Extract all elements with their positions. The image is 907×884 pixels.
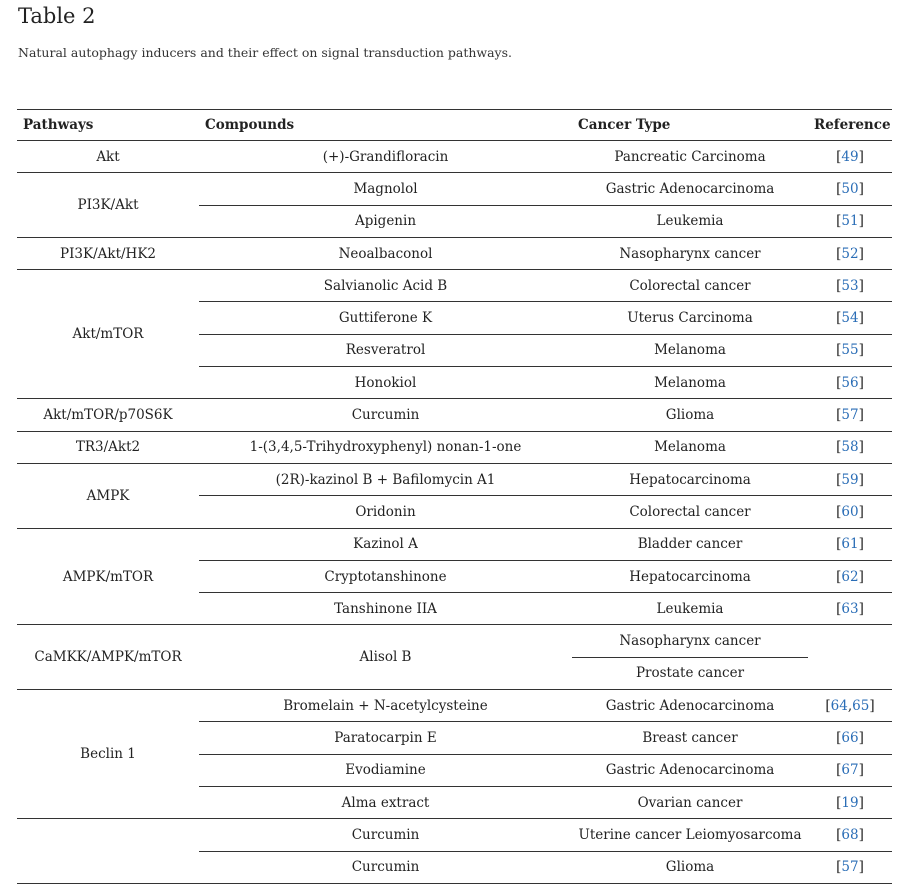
cancer-type-cell: Pancreatic Carcinoma — [572, 141, 808, 173]
pathway-cell: Beclin 1 — [17, 690, 199, 819]
reference-cell — [808, 205, 892, 237]
table-header — [17, 110, 892, 141]
reference-bracket-open: [ — [836, 148, 842, 165]
reference-link[interactable]: 61 — [841, 536, 859, 553]
reference-link[interactable]: 57 — [841, 407, 859, 424]
reference-cell — [808, 754, 892, 786]
pathway-cell: AMPK/mTOR — [17, 528, 199, 625]
reference-bracket-open: [ — [836, 213, 842, 230]
cancer-type-cell: Uterus Carcinoma — [572, 302, 808, 334]
reference-bracket-close: ] — [858, 148, 864, 165]
compound-cell: Bromelain + N-acetylcysteine — [199, 690, 572, 722]
compound-cell: Magnolol — [199, 173, 572, 205]
pathway-cell: PI3K/Akt — [17, 173, 199, 238]
compound-cell: Evodiamine — [199, 754, 572, 786]
reference-bracket-open: [ — [836, 310, 842, 327]
reference-bracket-open: [ — [836, 407, 842, 424]
reference-bracket-close: ] — [858, 503, 864, 520]
autophagy-inducers-table — [17, 109, 892, 884]
compound-cell: Resveratrol — [199, 334, 572, 366]
reference-link[interactable]: 68 — [841, 826, 859, 843]
reference-bracket-open: [ — [836, 471, 842, 488]
compound-cell: Alisol B — [199, 625, 572, 690]
reference-bracket-close: ] — [858, 310, 864, 327]
pathway-cell: CaMKK/AMPK/mTOR — [17, 625, 199, 690]
reference-cell — [808, 302, 892, 334]
reference-link[interactable]: 57 — [841, 859, 859, 876]
compound-cell: Guttiferone K — [199, 302, 572, 334]
cancer-type-cell: Leukemia — [572, 205, 808, 237]
compound-cell: Paratocarpin E — [199, 722, 572, 754]
reference-bracket-open: [ — [836, 536, 842, 553]
reference-bracket-close: ] — [858, 439, 864, 456]
table-row — [17, 463, 892, 495]
reference-bracket-open: [ — [836, 762, 842, 779]
table-caption: Natural autophagy inducers and their effect on signal transduction pathways. — [18, 45, 512, 60]
table-row — [17, 819, 892, 851]
reference-bracket-close: ] — [858, 794, 864, 811]
cancer-type-cell: Breast cancer — [572, 722, 808, 754]
reference-cell — [808, 786, 892, 818]
reference-link[interactable]: 67 — [841, 762, 859, 779]
cancer-type-cell: Gastric Adenocarcinoma — [572, 173, 808, 205]
reference-bracket-open: [ — [836, 342, 842, 359]
header-pathways: Pathways — [17, 110, 199, 141]
cancer-type-cell: Colorectal cancer — [572, 496, 808, 528]
compound-cell: Apigenin — [199, 205, 572, 237]
pathway-cell: PI3K/Akt/HK2 — [17, 237, 199, 269]
reference-link[interactable]: 59 — [841, 471, 859, 488]
reference-bracket-open: [ — [825, 697, 831, 714]
header-compounds: Compounds — [199, 110, 572, 141]
cancer-type-cell: Prostate cancer — [572, 657, 808, 689]
reference-bracket-close: ] — [858, 407, 864, 424]
reference-bracket-close: ] — [858, 729, 864, 746]
reference-bracket-open: [ — [836, 180, 842, 197]
compound-cell: Alma extract — [199, 786, 572, 818]
reference-bracket-close: ] — [858, 762, 864, 779]
reference-link[interactable]: 49 — [841, 148, 859, 165]
reference-link[interactable]: 58 — [841, 439, 859, 456]
reference-bracket-open: [ — [836, 600, 842, 617]
pathway-cell — [17, 819, 199, 884]
reference-bracket-close: ] — [858, 826, 864, 843]
reference-link[interactable]: 62 — [841, 568, 859, 585]
compound-cell: Curcumin — [199, 851, 572, 883]
cancer-type-cell: Melanoma — [572, 334, 808, 366]
reference-link[interactable]: 55 — [841, 342, 859, 359]
compound-cell: 1-(3,4,5-Trihydroxyphenyl) nonan-1-one — [199, 431, 572, 463]
header-row — [17, 110, 892, 141]
reference-bracket-close: ] — [858, 568, 864, 585]
reference-link[interactable]: 52 — [841, 245, 859, 262]
cancer-type-cell: Melanoma — [572, 367, 808, 399]
cancer-type-cell: Colorectal cancer — [572, 270, 808, 302]
reference-cell — [808, 399, 892, 431]
reference-cell — [808, 593, 892, 625]
reference-separator: , — [847, 697, 853, 714]
reference-cell — [808, 237, 892, 269]
compound-cell: Curcumin — [199, 819, 572, 851]
cancer-type-cell: Uterine cancer Leiomyosarcoma — [572, 819, 808, 851]
reference-bracket-open: [ — [836, 826, 842, 843]
reference-bracket-open: [ — [836, 245, 842, 262]
compound-cell: Oridonin — [199, 496, 572, 528]
reference-bracket-close: ] — [858, 277, 864, 294]
cancer-type-cell: Bladder cancer — [572, 528, 808, 560]
compound-cell: Cryptotanshinone — [199, 560, 572, 592]
reference-cell — [808, 851, 892, 883]
reference-cell — [808, 334, 892, 366]
table-body — [17, 141, 892, 884]
cancer-type-cell: Glioma — [572, 851, 808, 883]
reference-cell — [808, 819, 892, 851]
reference-cell — [808, 496, 892, 528]
reference-bracket-open: [ — [836, 568, 842, 585]
table-row — [17, 431, 892, 463]
reference-cell — [808, 560, 892, 592]
cancer-type-cell: Melanoma — [572, 431, 808, 463]
table-title: Table 2 — [18, 4, 96, 28]
header-cancer-type: Cancer Type — [572, 110, 808, 141]
reference-bracket-close: ] — [858, 342, 864, 359]
reference-link[interactable]: 64 — [830, 697, 848, 714]
reference-link[interactable]: 51 — [841, 213, 859, 230]
cancer-type-cell: Hepatocarcinoma — [572, 560, 808, 592]
table-row — [17, 528, 892, 560]
compound-cell: (+)-Grandifloracin — [199, 141, 572, 173]
header-reference: Reference — [808, 110, 892, 141]
compound-cell: Tanshinone IIA — [199, 593, 572, 625]
reference-bracket-open: [ — [836, 439, 842, 456]
compound-cell: Honokiol — [199, 367, 572, 399]
reference-bracket-close: ] — [858, 213, 864, 230]
compound-cell: Kazinol A — [199, 528, 572, 560]
reference-link[interactable]: 66 — [841, 729, 859, 746]
cancer-type-cell: Gastric Adenocarcinoma — [572, 754, 808, 786]
cancer-type-cell: Glioma — [572, 399, 808, 431]
pathway-cell: Akt/mTOR — [17, 270, 199, 399]
table-row — [17, 690, 892, 722]
compound-cell: (2R)-kazinol B + Bafilomycin A1 — [199, 463, 572, 495]
pathway-cell: TR3/Akt2 — [17, 431, 199, 463]
table-row — [17, 625, 892, 657]
reference-bracket-close: ] — [858, 245, 864, 262]
reference-link[interactable]: 50 — [841, 180, 859, 197]
cancer-type-cell: Gastric Adenocarcinoma — [572, 690, 808, 722]
pathway-cell: Akt — [17, 141, 199, 173]
cancer-type-cell: Ovarian cancer — [572, 786, 808, 818]
table-row — [17, 173, 892, 205]
reference-bracket-open: [ — [836, 729, 842, 746]
reference-cell — [808, 690, 892, 722]
table-row — [17, 141, 892, 173]
reference-bracket-open: [ — [836, 503, 842, 520]
reference-link[interactable]: 65 — [852, 697, 870, 714]
reference-bracket-open: [ — [836, 277, 842, 294]
pathway-cell: Akt/mTOR/p70S6K — [17, 399, 199, 431]
reference-cell — [808, 431, 892, 463]
reference-link[interactable]: 63 — [841, 600, 859, 617]
cancer-type-cell: Nasopharynx cancer — [572, 625, 808, 657]
reference-bracket-open: [ — [836, 374, 842, 391]
compound-cell: Neoalbaconol — [199, 237, 572, 269]
table-row — [17, 270, 892, 302]
reference-link[interactable]: 54 — [841, 310, 859, 327]
reference-cell — [808, 270, 892, 302]
cancer-type-cell: Nasopharynx cancer — [572, 237, 808, 269]
reference-link[interactable]: 19 — [841, 794, 859, 811]
cancer-type-cell: Leukemia — [572, 593, 808, 625]
reference-cell — [808, 173, 892, 205]
reference-bracket-close: ] — [858, 600, 864, 617]
table-row — [17, 237, 892, 269]
reference-bracket-open: [ — [836, 794, 842, 811]
reference-cell — [808, 625, 892, 690]
reference-link[interactable]: 56 — [841, 374, 859, 391]
reference-bracket-close: ] — [869, 697, 875, 714]
reference-bracket-close: ] — [858, 536, 864, 553]
cancer-type-cell: Hepatocarcinoma — [572, 463, 808, 495]
compound-cell: Salvianolic Acid B — [199, 270, 572, 302]
reference-link[interactable]: 60 — [841, 503, 859, 520]
reference-cell — [808, 141, 892, 173]
table-row — [17, 399, 892, 431]
reference-cell — [808, 722, 892, 754]
reference-bracket-close: ] — [858, 471, 864, 488]
reference-bracket-close: ] — [858, 374, 864, 391]
reference-bracket-close: ] — [858, 180, 864, 197]
compound-cell: Curcumin — [199, 399, 572, 431]
reference-cell — [808, 463, 892, 495]
reference-cell — [808, 367, 892, 399]
reference-bracket-close: ] — [858, 859, 864, 876]
reference-cell — [808, 528, 892, 560]
reference-bracket-open: [ — [836, 859, 842, 876]
pathway-cell: AMPK — [17, 463, 199, 528]
reference-link[interactable]: 53 — [841, 277, 859, 294]
